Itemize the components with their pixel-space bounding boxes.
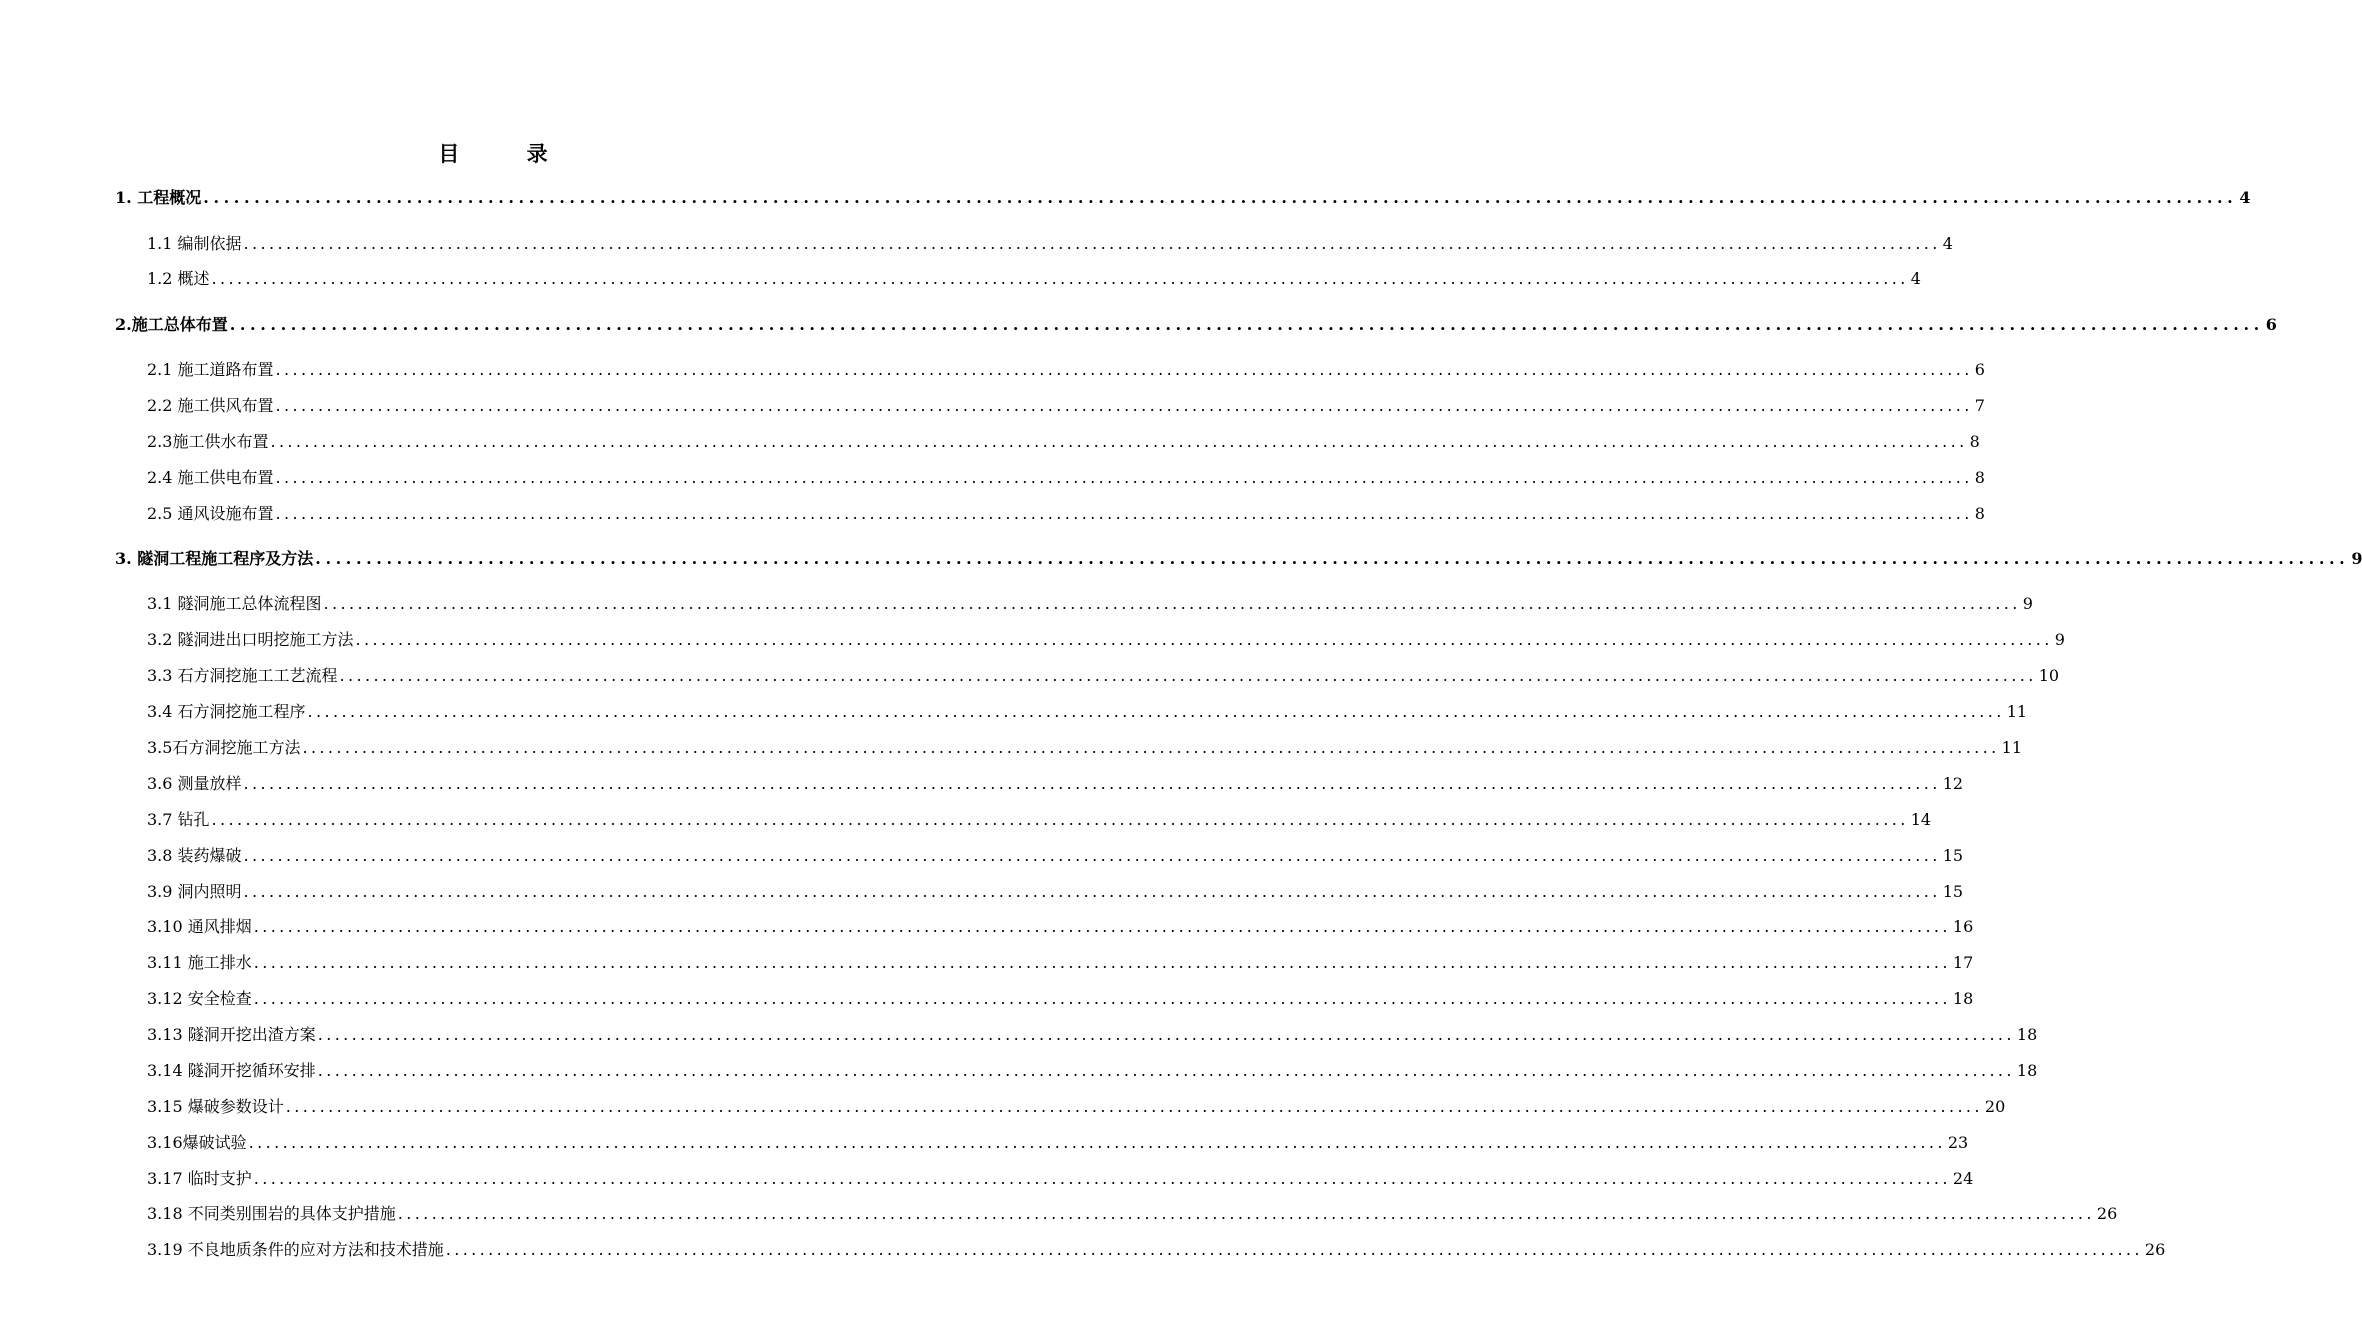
- toc-leader-dots: ........................................................................................................................................................................................................: [211, 269, 1909, 288]
- toc-entry-text: 1.1 编制依据: [147, 234, 242, 253]
- toc-entry-text: 3.19 不良地质条件的应对方法和技术措施: [147, 1240, 444, 1259]
- toc-leader-dots: ........................................................................................................................................................................................................: [253, 917, 1951, 936]
- toc-entry-section[interactable]: [147, 952, 1974, 974]
- toc-entry-page: 4: [2239, 188, 2251, 207]
- toc-entry-page: 4: [1942, 234, 1953, 253]
- toc-leader-dots: ........................................................................................................................................................................................................: [317, 1061, 2015, 1080]
- toc-entry-section[interactable]: [147, 395, 1985, 417]
- toc-entry-section[interactable]: [147, 359, 1985, 381]
- toc-entry-page: 15: [1942, 846, 1964, 865]
- toc-entry-text: 3.10 通风排烟: [147, 917, 252, 936]
- toc-entry-section[interactable]: [147, 233, 1953, 255]
- toc-entry-section[interactable]: [147, 701, 2028, 723]
- toc-entry-text: 1. 工程概况: [115, 188, 202, 207]
- toc-entry-section[interactable]: [147, 1203, 2118, 1225]
- toc-entry-text: 3.11 施工排水: [147, 953, 252, 972]
- toc-entry-page: 26: [2144, 1240, 2166, 1259]
- toc-entry-section[interactable]: [147, 988, 1974, 1010]
- toc-entry-section[interactable]: [147, 503, 1985, 525]
- toc-entry-text: 3.7 钻孔: [147, 810, 210, 829]
- toc-leader-dots: ........................................................................................................................................................................................................: [275, 360, 1973, 379]
- toc-entry-text: 2.4 施工供电布置: [147, 468, 274, 487]
- toc-leader-dots: ........................................................................................................................................................................................................: [243, 882, 1941, 901]
- toc-leader-dots: ........................................................................................................................................................................................................: [285, 1097, 1983, 1116]
- toc-entry-page: 6: [1974, 360, 1985, 379]
- toc-entry-section[interactable]: [147, 845, 1964, 867]
- toc-entry-section[interactable]: [147, 431, 1980, 453]
- toc-entry-section[interactable]: [147, 1132, 1969, 1154]
- toc-entry-text: 3.9 洞内照明: [147, 882, 242, 901]
- toc-entry-section[interactable]: [147, 593, 2033, 615]
- toc-entry-text: 3.2 隧洞进出口明挖施工方法: [147, 630, 354, 649]
- toc-entry-text: 2.1 施工道路布置: [147, 360, 274, 379]
- toc-leader-dots: ........................................................................................................................................................................................................: [203, 188, 2238, 207]
- toc-leader-dots: ........................................................................................................................................................................................................: [275, 396, 1973, 415]
- toc-entry-section[interactable]: [147, 773, 1964, 795]
- toc-entry-section[interactable]: [147, 268, 1921, 290]
- toc-entry-text: 3.8 装药爆破: [147, 846, 242, 865]
- toc-leader-dots: ........................................................................................................................................................................................................: [302, 738, 2000, 757]
- toc-leader-dots: ........................................................................................................................................................................................................: [397, 1204, 2095, 1223]
- toc-entry-text: 3.15 爆破参数设计: [147, 1097, 284, 1116]
- toc-entry-page: 9: [2351, 549, 2362, 568]
- toc-leader-dots: ........................................................................................................................................................................................................: [243, 774, 1941, 793]
- toc-entry-page: 4: [1910, 269, 1921, 288]
- toc-entry-section[interactable]: [147, 1168, 1974, 1190]
- toc-entry-page: 9: [2054, 630, 2065, 649]
- toc-entry-page: 16: [1952, 917, 1974, 936]
- toc-entry-page: 26: [2096, 1204, 2118, 1223]
- toc-entry-text: 2.2 施工供风布置: [147, 396, 274, 415]
- toc-entry-page: 11: [2006, 702, 2028, 721]
- toc-entry-chapter[interactable]: [115, 314, 2277, 336]
- toc-entry-text: 3.17 临时支护: [147, 1169, 252, 1188]
- toc-entry-section[interactable]: [147, 1239, 2166, 1261]
- toc-entry-page: 24: [1952, 1169, 1974, 1188]
- toc-entry-text: 3.16爆破试验: [147, 1133, 247, 1152]
- toc-entry-text: 3.4 石方洞挖施工程序: [147, 702, 306, 721]
- toc-entry-text: 3. 隧洞工程施工程序及方法: [115, 549, 314, 568]
- toc-entry-chapter[interactable]: [115, 187, 2251, 209]
- toc-leader-dots: ........................................................................................................................................................................................................: [248, 1133, 1946, 1152]
- toc-leader-dots: ........................................................................................................................................................................................................: [323, 594, 2021, 613]
- toc-leader-dots: ........................................................................................................................................................................................................: [229, 315, 2264, 334]
- toc-entry-page: 18: [2016, 1025, 2038, 1044]
- toc-entry-page: 17: [1952, 953, 1974, 972]
- toc-leader-dots: ........................................................................................................................................................................................................: [211, 810, 1909, 829]
- toc-entry-page: 8: [1974, 504, 1985, 523]
- toc-leader-dots: ........................................................................................................................................................................................................: [275, 468, 1973, 487]
- toc-entry-page: 8: [1969, 432, 1980, 451]
- toc-entry-text: 2.3施工供水布置: [147, 432, 269, 451]
- toc-leader-dots: ........................................................................................................................................................................................................: [307, 702, 2005, 721]
- toc-entry-section[interactable]: [147, 467, 1985, 489]
- toc-entry-page: 12: [1942, 774, 1964, 793]
- toc-entry-section[interactable]: [147, 809, 1932, 831]
- toc-leader-dots: ........................................................................................................................................................................................................: [355, 630, 2053, 649]
- toc-entry-chapter[interactable]: [115, 548, 2362, 570]
- toc-entry-section[interactable]: [147, 1096, 2006, 1118]
- toc-entry-page: 23: [1947, 1133, 1969, 1152]
- toc-entry-page: 18: [1952, 989, 1974, 1008]
- toc-entry-page: 15: [1942, 882, 1964, 901]
- toc-title: 目 录: [438, 141, 578, 166]
- toc-entry-text: 3.6 测量放样: [147, 774, 242, 793]
- toc-leader-dots: ........................................................................................................................................................................................................: [253, 989, 1951, 1008]
- toc-leader-dots: ........................................................................................................................................................................................................: [339, 666, 2037, 685]
- toc-entry-text: 3.13 隧洞开挖出渣方案: [147, 1025, 316, 1044]
- toc-entry-section[interactable]: [147, 665, 2060, 687]
- toc-leader-dots: ........................................................................................................................................................................................................: [253, 1169, 1951, 1188]
- toc-entry-text: 3.14 隧洞开挖循环安排: [147, 1061, 316, 1080]
- toc-leader-dots: ........................................................................................................................................................................................................: [243, 846, 1941, 865]
- toc-leader-dots: ........................................................................................................................................................................................................: [275, 504, 1973, 523]
- toc-entry-text: 2.施工总体布置: [115, 315, 228, 334]
- toc-entry-section[interactable]: [147, 916, 1974, 938]
- toc-entry-page: 14: [1910, 810, 1932, 829]
- toc-entry-page: 6: [2265, 315, 2277, 334]
- toc-entry-section[interactable]: [147, 629, 2065, 651]
- toc-leader-dots: ........................................................................................................................................................................................................: [315, 549, 2350, 568]
- toc-entry-text: 3.12 安全检查: [147, 989, 252, 1008]
- toc-entry-page: 11: [2001, 738, 2022, 757]
- toc-leader-dots: ........................................................................................................................................................................................................: [243, 234, 1941, 253]
- toc-entry-page: 10: [2038, 666, 2060, 685]
- toc-entry-page: 7: [1974, 396, 1985, 415]
- toc-leader-dots: ........................................................................................................................................................................................................: [253, 953, 1951, 972]
- toc-entry-text: 1.2 概述: [147, 269, 210, 288]
- toc-leader-dots: ........................................................................................................................................................................................................: [317, 1025, 2015, 1044]
- toc-entry-page: 9: [2022, 594, 2033, 613]
- toc-leader-dots: ........................................................................................................................................................................................................: [445, 1240, 2143, 1259]
- toc-entry-text: 3.5石方洞挖施工方法: [147, 738, 301, 757]
- toc-entry-page: 18: [2016, 1061, 2038, 1080]
- toc-entry-text: 3.3 石方洞挖施工工艺流程: [147, 666, 338, 685]
- toc-entry-section[interactable]: [147, 881, 1964, 903]
- toc-entry-page: 8: [1974, 468, 1985, 487]
- toc-entry-section[interactable]: [147, 1060, 2038, 1082]
- toc-leader-dots: ........................................................................................................................................................................................................: [270, 432, 1968, 451]
- toc-entry-text: 3.18 不同类别围岩的具体支护措施: [147, 1204, 396, 1223]
- toc-entry-text: 2.5 通风设施布置: [147, 504, 274, 523]
- toc-entry-section[interactable]: [147, 1024, 2038, 1046]
- toc-entry-text: 3.1 隧洞施工总体流程图: [147, 594, 322, 613]
- toc-entry-page: 20: [1984, 1097, 2006, 1116]
- toc-entry-section[interactable]: [147, 737, 2022, 759]
